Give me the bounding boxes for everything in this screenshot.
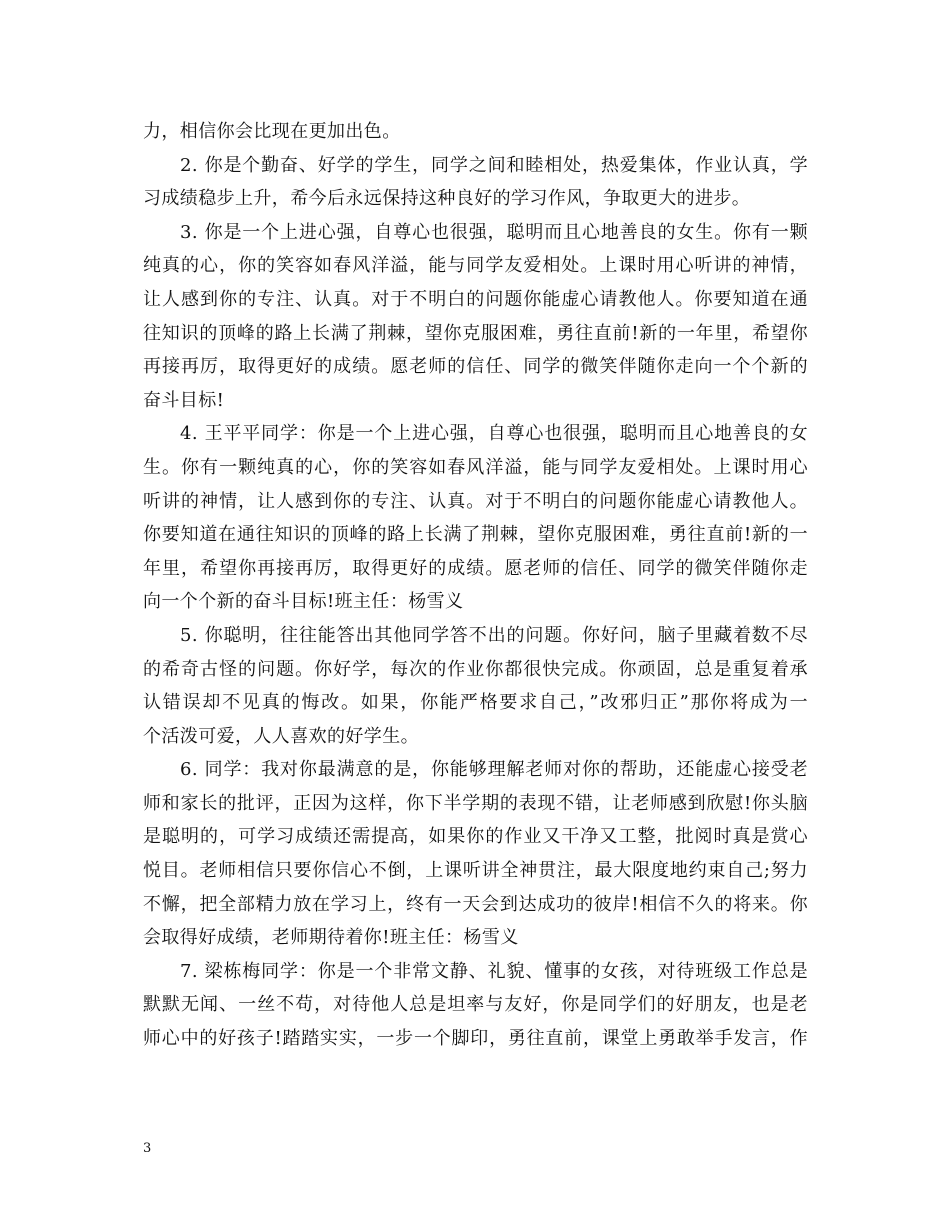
text-line: 力，相信你会比现在更加出色。 [143, 121, 401, 142]
text-line: 4. 王平平同学：你是一个上进心强，自尊心也很强，聪明而且心地善良的女 [180, 423, 808, 445]
paragraph [143, 115, 808, 149]
text-line: 听讲的神情，让人感到你的专注、认真。对于不明白的问题你能虚心请教他人。 [143, 490, 808, 512]
text-line: 7. 梁栋梅同学：你是一个非常文静、礼貌、懂事的女孩，对待班级工作总是 [180, 960, 808, 982]
paragraph [143, 149, 808, 216]
text-line: 是聪明的，可学习成绩还需提高，如果你的作业又干净又工整，批阅时真是赏心 [143, 826, 808, 848]
page-number: 3 [143, 1141, 152, 1156]
text-line: 师和家长的批评，正因为这样，你下半学期的表现不错，让老师感到欣慰!你头脑 [143, 792, 808, 814]
text-line: 不懈，把全部精力放在学习上，终有一天会到达成功的彼岸!相信不久的将来。你 [143, 893, 808, 915]
text-line: 师心中的好孩子!踏踏实实，一步一个脚印，勇往直前，课堂上勇敢举手发言，作 [143, 1028, 808, 1050]
text-line: 认错误却不见真的悔改。如果，你能严格要求自己，”改邪归正”那你将成为一 [143, 692, 808, 714]
text-line: 奋斗目标! [143, 389, 225, 411]
text-line: 生。你有一颗纯真的心，你的笑容如春风洋溢，能与同学友爱相处。上课时用心 [143, 456, 808, 478]
text-line: 往知识的顶峰的路上长满了荆棘，望你克服困难，勇往直前!新的一年里，希望你 [143, 322, 808, 344]
text-line: 默默无闻、一丝不苟，对待他人总是坦率与友好，你是同学们的好朋友，也是老 [143, 994, 808, 1016]
text-line: 让人感到你的专注、认真。对于不明白的问题你能虚心请教他人。你要知道在通 [143, 288, 808, 310]
text-line: 年里，希望你再接再厉，取得更好的成绩。愿老师的信任、同学的微笑伴随你走 [143, 557, 808, 579]
text-line: 习成绩稳步上升，希今后永远保持这种良好的学习作风，争取更大的进步。 [143, 188, 751, 210]
text-line: 再接再厉，取得更好的成绩。愿老师的信任、同学的微笑伴随你走向一个个新的 [143, 356, 808, 378]
paragraph [143, 753, 808, 955]
paragraph [143, 417, 808, 619]
paragraph [143, 216, 808, 418]
text-line: 5. 你聪明，往往能答出其他同学答不出的问题。你好问，脑子里藏着数不尽 [180, 624, 808, 646]
text-line: 的希奇古怪的问题。你好学，每次的作业你都很快完成。你顽固，总是重复着承 [143, 658, 808, 680]
text-line: 向一个个新的奋斗目标!班主任：杨雪义 [143, 591, 464, 613]
text-line: 6. 同学：我对你最满意的是，你能够理解老师对你的帮助，还能虚心接受老 [180, 759, 808, 781]
document-body [143, 115, 808, 1056]
text-line: 悦目。老师相信只要你信心不倒，上课听讲全神贯注，最大限度地约束自己;努力 [143, 860, 808, 882]
paragraph [143, 955, 808, 1056]
text-line: 会取得好成绩，老师期待着你!班主任：杨雪义 [143, 927, 519, 949]
text-line: 你要知道在通往知识的顶峰的路上长满了荆棘，望你克服困难，勇往直前!新的一 [143, 524, 808, 546]
text-line: 3. 你是一个上进心强，自尊心也很强，聪明而且心地善良的女生。你有一颗 [180, 221, 808, 243]
text-line: 2. 你是个勤奋、好学的学生，同学之间和睦相处，热爱集体，作业认真，学 [180, 154, 808, 176]
text-line: 个活泼可爱，人人喜欢的好学生。 [143, 725, 419, 747]
paragraph [143, 619, 808, 753]
text-line: 纯真的心，你的笑容如春风洋溢，能与同学友爱相处。上课时用心听讲的神情， [143, 255, 808, 277]
